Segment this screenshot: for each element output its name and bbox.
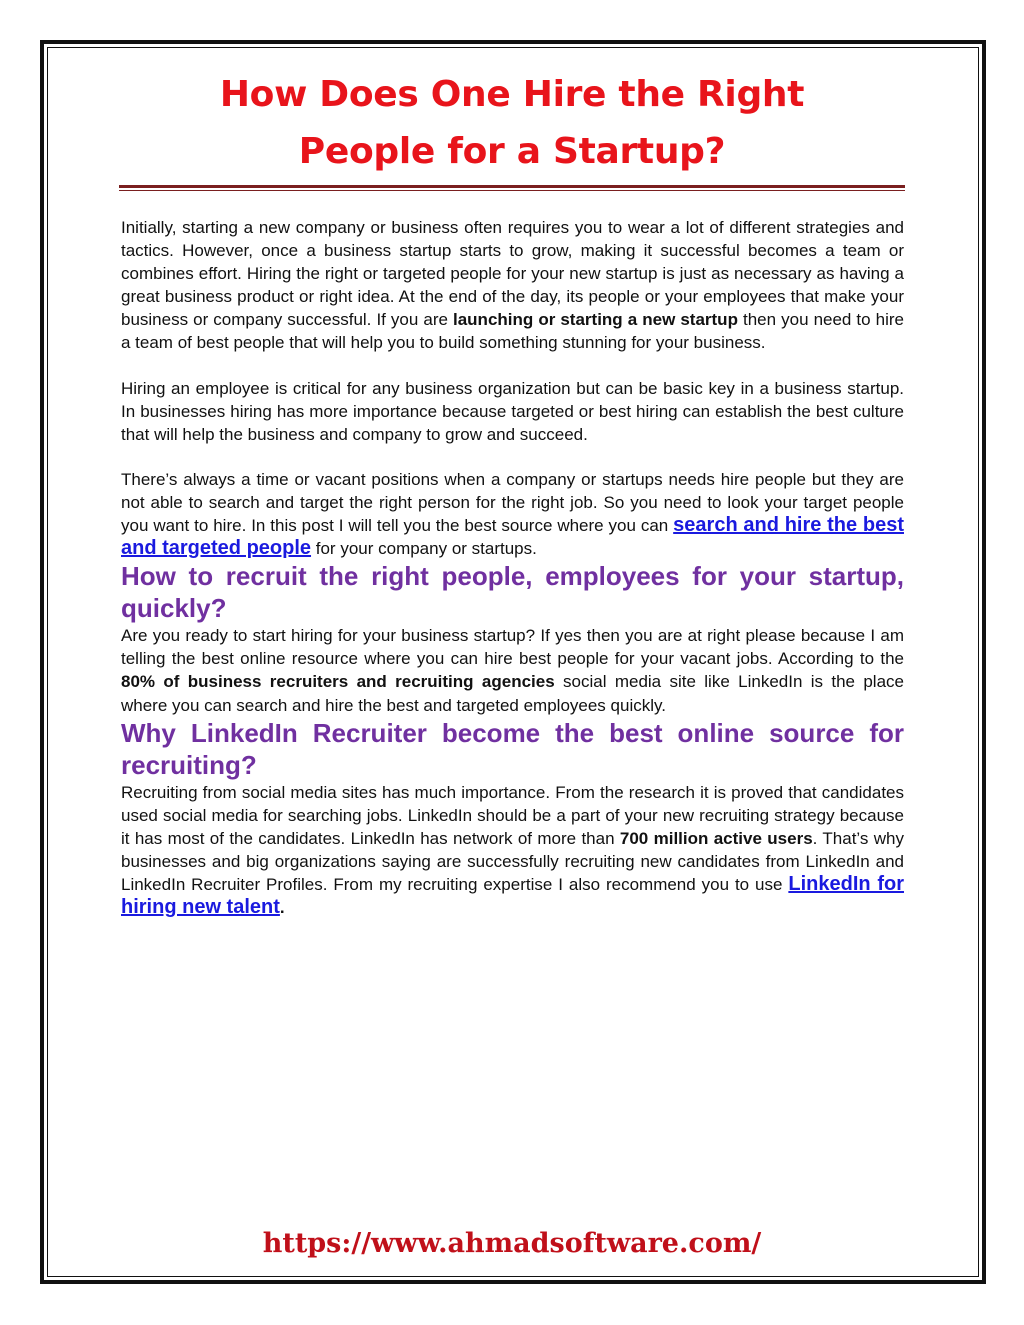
intro-paragraph xyxy=(121,216,904,355)
recruit-paragraph xyxy=(121,624,904,716)
linkedin-paragraph xyxy=(121,781,904,920)
recruit-text-end: social media site like LinkedIn is the place where you can search and hire the best and targeted employees quickly. xyxy=(121,672,904,715)
page-title xyxy=(120,66,904,180)
linkedin-text-end: . xyxy=(279,898,285,918)
title-divider-thin xyxy=(119,190,905,191)
linkedin-hiring-link[interactable]: LinkedIn for hiring new talent xyxy=(121,872,904,919)
intro-text: Initially, starting a new company or business often requires you to wear a lot of different strategies and tactics. However, once a business startup starts to grow, making it successful becomes a team or combines effort. Hiring the right or targeted people for your new startup is just as necessary as having a great business product or right idea. At the end of the day, its people or your employees that make your business or company successful. If you are xyxy=(121,218,904,330)
article-body xyxy=(121,216,904,919)
intro-text-end: then you need to hire a team of best people that will help you to build something stunning for your business. xyxy=(121,310,904,353)
footer-website-url[interactable]: https://www.ahmadsoftware.com/ xyxy=(262,1228,762,1259)
source-paragraph xyxy=(121,468,904,560)
linkedin-text-mid: . That’s why businesses and big organizations saying are successfully recruiting new candidates from LinkedIn and LinkedIn Recruiter Profiles. From my recruiting expertise I also recommend you to use xyxy=(121,828,904,894)
intro-bold-text: launching or starting a new startup xyxy=(453,310,738,330)
title-divider xyxy=(119,185,905,188)
source-text-end: for your company or startups. xyxy=(311,539,537,559)
recruit-bold-text: 80% of business recruiters and recruiting agencies xyxy=(121,672,555,692)
search-hire-link[interactable]: search and hire the best and targeted people xyxy=(121,514,904,560)
title-line-2: People for a Startup? xyxy=(298,131,726,172)
source-text: There’s always a time or vacant positions when a company or startups needs hire people but they are not able to search and target the right person for the right job. So you need to look your target people you want to hire. In this post I will tell you the best source where you can xyxy=(121,469,904,536)
linkedin-text: Recruiting from social media sites has much importance. From the research it is proved that candidates used social media for searching jobs. LinkedIn should be a part of your new recruiting strategy because it has most of the candidates. LinkedIn has network of more than xyxy=(121,782,904,848)
section-heading-recruit: How to recruit the right people, employees for your startup, quickly? xyxy=(121,561,904,624)
section-heading-linkedin: Why LinkedIn Recruiter become the best online source for recruiting? xyxy=(121,717,904,780)
hiring-paragraph: Hiring an employee is critical for any business organization but can be basic key in a business startup. In businesses hiring has more importance because targeted or best hiring can establish the best culture that will help the business and company to grow and succeed. xyxy=(121,378,904,444)
title-line-1: How Does One Hire the Right xyxy=(219,74,805,115)
recruit-text: Are you ready to start hiring for your business startup? If yes then you are at right please because I am telling the best online resource where you can hire best people for your vacant jobs. According to the xyxy=(121,626,904,669)
linkedin-bold-text: 700 million active users xyxy=(619,828,813,848)
